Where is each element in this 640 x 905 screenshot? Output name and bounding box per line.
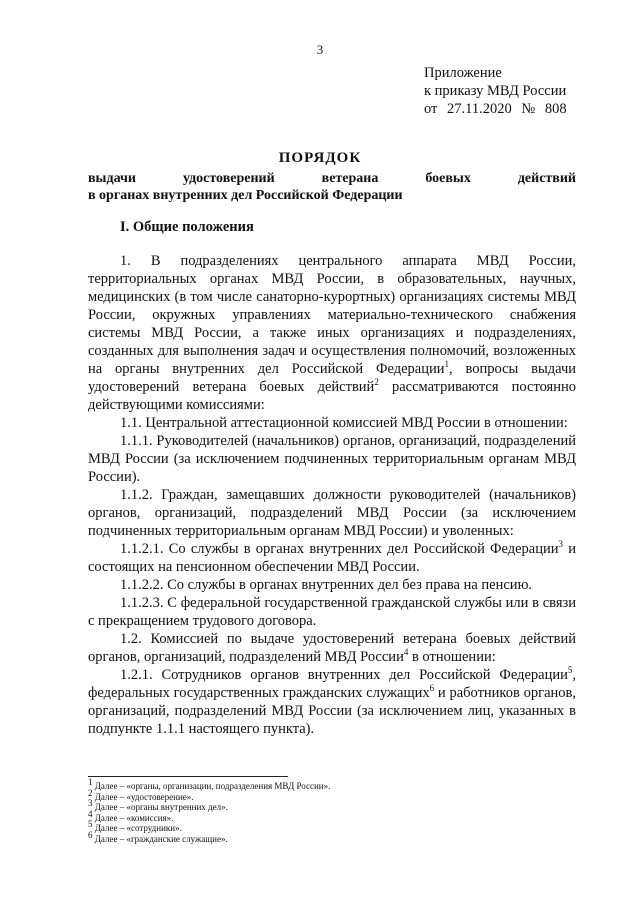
appendix-header xyxy=(424,64,573,118)
paragraph-1-2: 1.2. Комиссией по выдаче удостоверений ветерана боевых действий органов, организаций, подразделений МВД России$^4$ в отношении: xyxy=(88,631,576,665)
subtitle-word: ветерана xyxy=(321,171,379,186)
paragraph-1-1-2-2: 1.1.2.2. Со службы в органах внутренних дел без права на пенсию. xyxy=(120,577,533,593)
paragraph-1-1-2-3: 1.1.2.3. С федеральной государственной гражданской службы или в связи с прекращением трудового договора. xyxy=(88,595,576,629)
footnote-ref: 2 xyxy=(374,377,379,388)
footnote-item: $^3$ Далее – «органы внутренних дел». xyxy=(88,798,228,812)
footnote-item: $^5$ Далее – «сотрудники». xyxy=(88,819,182,833)
document-subtitle xyxy=(88,170,576,204)
subtitle-word: действий xyxy=(517,171,576,186)
paragraph-1-2-1: 1.2.1. Сотрудников органов внутренних дел Российской Федерации$^5$, федеральных государственных гражданских служащих$^6$ и работников органов, организаций, подразделений МВД России (за исключением лиц, указанных в подпункте 1.1.1 настоящего пункта). xyxy=(88,665,576,737)
date-prefix: от xyxy=(424,101,438,117)
footnote-ref: 5 xyxy=(567,665,573,676)
footnote-item: $^6$ Далее – «гражданские служащие». xyxy=(88,829,228,844)
paragraph-1-1: 1.1. Центральной аттестационной комиссией МВД России в отношении: xyxy=(120,415,568,431)
footnotes xyxy=(88,776,388,844)
paragraph-1-1-2: 1.1.2. Граждан, замещавших должности руководителей (начальников) органов, организаций, подразделений МВД России (за исключением подчиненных территориальным органам МВД России) и уволенных: xyxy=(88,487,576,539)
footnote-item: $^2$ Далее – «удостоверение». xyxy=(88,787,194,802)
subtitle-line2: в органах внутренних дел Российской Федерации xyxy=(88,188,403,203)
document-title: ПОРЯДОК xyxy=(278,150,362,166)
footnote-divider xyxy=(88,776,288,777)
footnote-item: $^4$ Далее – «комиссия». xyxy=(88,808,174,823)
footnote-ref: 4 xyxy=(403,647,409,658)
appendix-line1: Приложение xyxy=(424,65,502,81)
paragraph-1-1-1: 1.1.1. Руководителей (начальников) органов, организаций, подразделений МВД России (за исключением подчиненных территориальным органам МВД России). xyxy=(88,433,576,485)
footnote-ref: 1 xyxy=(444,359,449,370)
page-number: 3 xyxy=(316,42,324,57)
section-title: I. Общие положения xyxy=(120,219,254,235)
footnote-ref: 6 xyxy=(429,683,435,694)
appendix-line2: к приказу МВД России xyxy=(424,83,567,99)
footnote-ref: 3 xyxy=(558,539,564,550)
number-label: № xyxy=(521,101,536,117)
paragraph-1: 1. В подразделениях центрального аппарата МВД России, территориальных органах МВД России, в образовательных, научных, медицинских (в том числе санаторно-курортных) организациях системы МВД России, окружных управлениях материально-технического снабжения системы МВД России, а также иных организациях и подразделениях, созданных для выполнения задач и осуществления полномочий, возложенных на органы внутренних дел Российской Федерации$^1$, вопросы выдачи удостоверений ветерана боевых действий$^2$ рассматриваются постоянно действующими комиссиями: xyxy=(88,253,577,413)
paragraph-1-1-2-1: 1.1.2.1. Со службы в органах внутренних дел Российской Федерации$^3$ и состоящих на пенсионном обеспечении МВД России. xyxy=(88,539,576,575)
order-number: 808 xyxy=(544,101,567,117)
document-body xyxy=(88,252,576,738)
order-date: 27.11.2020 xyxy=(447,101,512,117)
subtitle-word: боевых xyxy=(425,171,471,186)
footnote-item: $^1$ Далее – «органы, организации, подразделения МВД России». xyxy=(88,777,331,791)
subtitle-word: выдачи xyxy=(88,171,136,186)
appendix-date-line xyxy=(424,100,573,118)
subtitle-word: удостоверений xyxy=(182,171,275,186)
